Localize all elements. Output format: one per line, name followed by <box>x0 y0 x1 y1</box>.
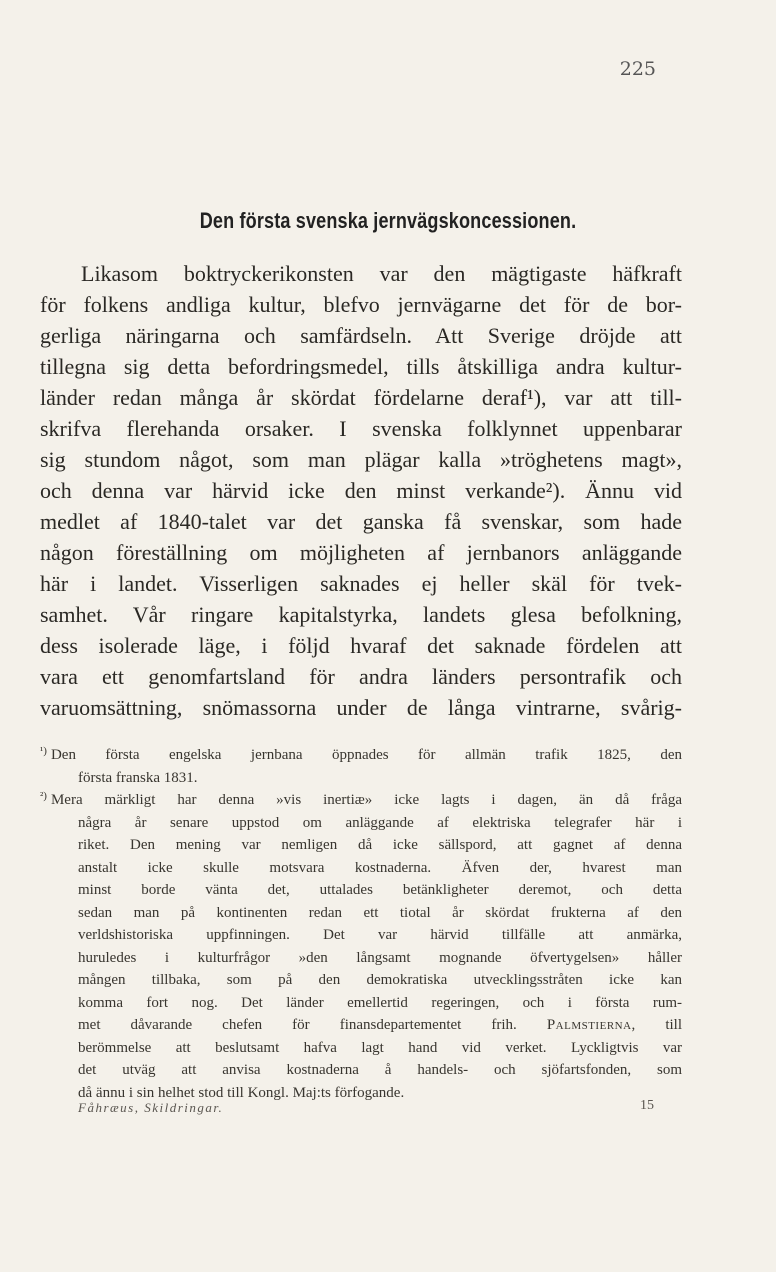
body-line: sig stundom något, som man plägar kalla »tröghetens magt», <box>40 447 682 472</box>
footnote-1-text: Den första engelska jernbana öppnades för allmän trafik 1825, den <box>50 747 682 763</box>
footnote-2-line <box>40 789 682 812</box>
footnote-2-line: verldshistoriska uppfinningen. Det var härvid tillfälle att anmärka, <box>78 927 682 943</box>
footnote-2-line: komma fort nog. Det länder emellertid regeringen, och i första rum- <box>78 994 682 1011</box>
body-line: skrifva flerehanda orsaker. I svenska folklynnet uppenbarar <box>40 416 682 441</box>
footnotes <box>40 744 682 1104</box>
footnote-1-line <box>40 744 682 767</box>
page-number: 225 <box>619 58 656 80</box>
footnote-2-line: minst borde vänta det, uttalades betänkligheter deremot, och detta <box>78 882 682 898</box>
body-line: samhet. Vår ringare kapitalstyrka, landets glesa befolkning, <box>40 602 682 627</box>
body-line: gerliga näringarna och samfärdseln. Att Sverige dröjde att <box>40 323 682 348</box>
footnote-2-text: Mera märkligt har denna »vis inertiæ» icke lagts i dagen, än då fråga <box>50 792 682 808</box>
body-line: någon föreställning om möjligheten af jernbanors anläggande <box>40 540 682 565</box>
chapter-title: Den första svenska jernvägskoncessionen. <box>199 208 577 233</box>
footnote-1-line: första franska 1831. <box>78 769 198 786</box>
body-line: och denna var härvid icke den minst verkande²). Ännu vid <box>40 478 682 503</box>
body-line: för folkens andliga kultur, blefvo jernvägarne det för de bor- <box>40 292 682 317</box>
footnote-2-line: anstalt icke skulle motsvara kostnaderna. Äfven der, hvarest man <box>78 859 682 876</box>
footnote-2-line: det utväg att anvisa kostnaderna å handels- och sjöfartsfonden, som <box>78 1062 682 1078</box>
signature-number: 15 <box>640 1098 654 1113</box>
body-line: tillegna sig detta befordringsmedel, tills åtskilliga andra kultur- <box>40 354 682 379</box>
body-line: varuomsättning, snömassorna under de långa vintrarne, svårig- <box>40 695 682 720</box>
body-line: här i landet. Visserligen saknades ej heller skäl för tvek- <box>40 571 682 596</box>
footnote-2-line <box>40 1014 682 1037</box>
footnote-1-marker: ¹) <box>40 745 47 757</box>
footnote-2-text: met dåvarande chefen för finansdepartementet frih. <box>78 1017 517 1033</box>
footnote-2-name: Palmstierna <box>546 1017 632 1033</box>
body-text <box>40 258 682 723</box>
footnote-2-line: några år senare uppstod om anläggande af elektriska telegrafer här i <box>78 814 682 831</box>
footnote-2-line: mången tillbaka, som på den demokratiska utvecklingsstråten icke kan <box>78 972 682 988</box>
body-line: länder redan många år skördat fördelarne deraf¹), var att till- <box>40 385 682 410</box>
body-line: medlet af 1840-talet var det ganska få svenskar, som hade <box>40 509 682 534</box>
footnote-2-line: sedan man på kontinenten redan ett tiotal år skördat frukterna af den <box>78 904 682 921</box>
footnote-2-line: då ännu i sin helhet stod till Kongl. Maj:ts förfogande. <box>78 1084 405 1101</box>
body-line: dess isolerade läge, i följd hvaraf det saknade fördelen att <box>40 633 682 658</box>
signature-mark: Fåhræus, Skildringar. <box>78 1100 224 1115</box>
body-line: Likasom boktryckerikonsten var den mägtigaste häfkraft <box>81 261 682 286</box>
footnote-2-line: riket. Den mening var nemligen då icke sällspord, att gagnet af denna <box>78 837 682 853</box>
footnote-2-line: huruledes i kulturfrågor »den långsamt mognande öfvertygelsen» håller <box>78 949 682 966</box>
body-line: vara ett genomfartsland för andra länders persontrafik och <box>40 664 682 689</box>
footnote-2-marker: ²) <box>40 790 47 802</box>
footnote-2-line: berömmelse att beslutsamt hafva lagt hand vid verket. Lyckligtvis var <box>78 1039 682 1056</box>
footnote-2-text: , till <box>631 1017 683 1033</box>
